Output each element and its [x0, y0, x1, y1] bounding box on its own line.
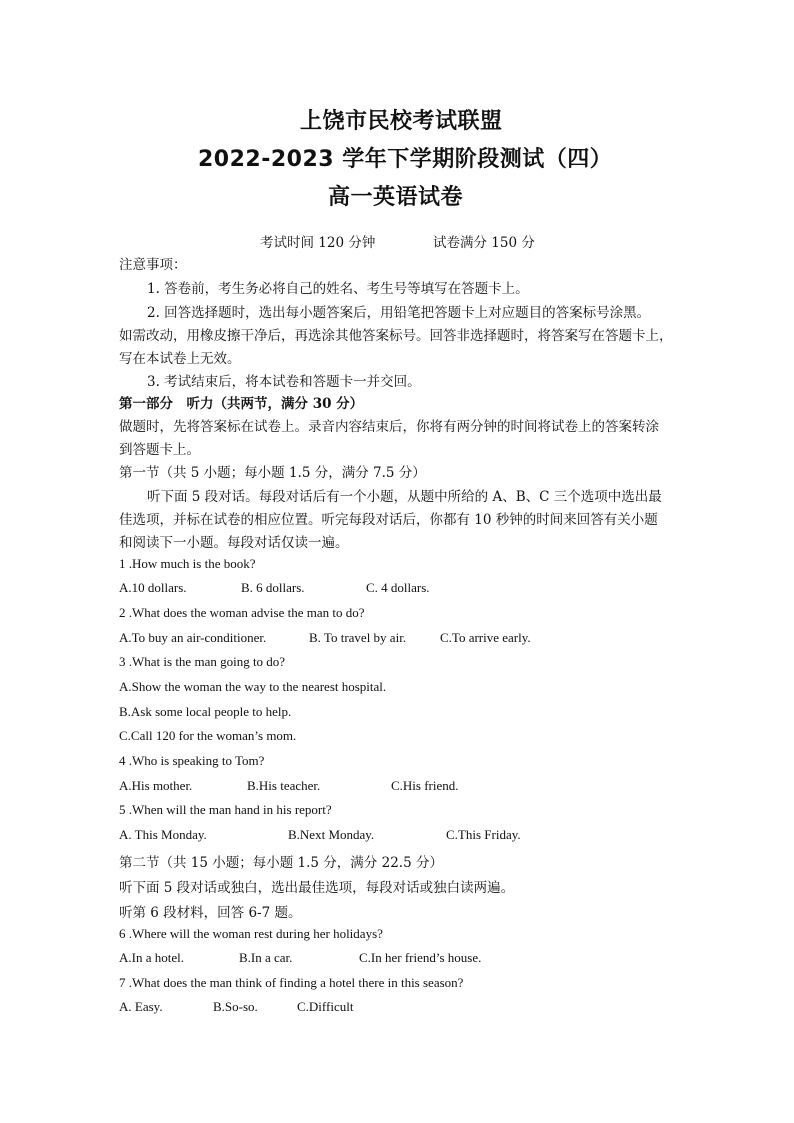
question-6-option-a: A.In a hotel.: [119, 950, 184, 965]
question-5-stem: 5 .When will the man hand in his report?: [119, 802, 332, 817]
question-2-stem: 2 .What does the woman advise the man to do?: [119, 605, 365, 620]
notes-heading: 注意事项：: [119, 257, 187, 273]
section2-instructions: 听下面 5 段对话或独白，选出最佳选项，每段对话或独白读两遍。: [119, 880, 515, 896]
question-3-stem: 3 .What is the man going to do?: [119, 654, 286, 669]
part1-intro-cont: 到答题卡上。: [119, 442, 200, 458]
question-1-option-a: A.10 dollars.: [119, 580, 187, 595]
question-1-stem: 1 .How much is the book?: [119, 556, 256, 571]
question-3-option-c: C.Call 120 for the woman’s mom.: [119, 728, 297, 743]
full-score: 试卷满分 150 分: [433, 235, 535, 251]
question-4-option-b: B.His teacher.: [247, 778, 321, 793]
section1-instructions: 听下面 5 段对话。每段对话后有一个小题，从题中所给的 A、B、C 三个选项中选出最: [147, 489, 662, 505]
question-7-option-b: B.So-so.: [213, 999, 258, 1014]
question-3-option-b: B.Ask some local people to help.: [119, 704, 292, 719]
exam-time: 考试时间 120 分钟: [260, 235, 376, 251]
question-4-option-c: C.His friend.: [391, 778, 459, 793]
question-1-option-c: C. 4 dollars.: [366, 580, 430, 595]
question-5-option-a: A. This Monday.: [119, 827, 207, 842]
question-5-option-c: C.This Friday.: [446, 827, 521, 842]
question-3-option-a: A.Show the woman the way to the nearest hospital.: [119, 679, 387, 694]
section1-heading: 第一节（共 5 小题；每小题 1.5 分，满分 7.5 分）: [119, 465, 426, 481]
note-item-2-cont2: 写在本试卷上无效。: [119, 351, 241, 367]
question-7-option-c: C.Difficult: [297, 999, 354, 1014]
note-item-3: 3. 考试结束后，将本试卷和答题卡一并交回。: [147, 374, 421, 390]
question-2-option-c: C.To arrive early.: [440, 630, 531, 645]
material-6-note: 听第 6 段材料，回答 6-7 题。: [119, 905, 302, 921]
question-6-option-b: B.In a car.: [239, 950, 293, 965]
question-7-stem: 7 .What does the man think of finding a hotel there in this season?: [119, 975, 464, 990]
question-7-option-a: A. Easy.: [119, 999, 163, 1014]
part1-intro: 做题时，先将答案标在试卷上。录音内容结束后，你将有两分钟的时间将试卷上的答案转涂: [119, 419, 659, 435]
exam-title-line3: 高一英语试卷: [328, 185, 464, 210]
question-2-option-a: A.To buy an air-conditioner.: [119, 630, 267, 645]
question-2-option-b: B. To travel by air.: [309, 630, 407, 645]
section1-instructions-cont2: 和阅读下一小题。每段对话仅读一遍。: [119, 535, 349, 551]
section2-heading: 第二节（共 15 小题；每小题 1.5 分，满分 22.5 分）: [119, 855, 443, 871]
note-item-1: 1. 答卷前，考生务必将自己的姓名、考生号等填写在答题卡上。: [147, 281, 529, 297]
question-6-option-c: C.In her friend’s house.: [359, 950, 482, 965]
question-4-stem: 4 .Who is speaking to Tom?: [119, 753, 265, 768]
part1-heading: 第一部分 听力（共两节，满分 30 分）: [119, 396, 364, 412]
note-item-2: 2. 回答选择题时，选出每小题答案后，用铅笔把答题卡上对应题目的答案标号涂黑。: [147, 305, 651, 321]
question-4-option-a: A.His mother.: [119, 778, 193, 793]
section1-instructions-cont: 佳选项，并标在试卷的相应位置。听完每段对话后，你都有 10 秒钟的时间来回答有关小题: [119, 512, 658, 528]
note-item-2-cont: 如需改动，用橡皮擦干净后，再选涂其他答案标号。回答非选择题时，将答案写在答题卡上，: [119, 328, 673, 344]
question-6-stem: 6 .Where will the woman rest during her holidays?: [119, 926, 383, 941]
exam-title-line1: 上饶市民校考试联盟: [300, 109, 503, 134]
exam-title-line2: 2022-2023 学年下学期阶段测试（四）: [198, 147, 613, 172]
question-5-option-b: B.Next Monday.: [288, 827, 375, 842]
question-1-option-b: B. 6 dollars.: [241, 580, 305, 595]
